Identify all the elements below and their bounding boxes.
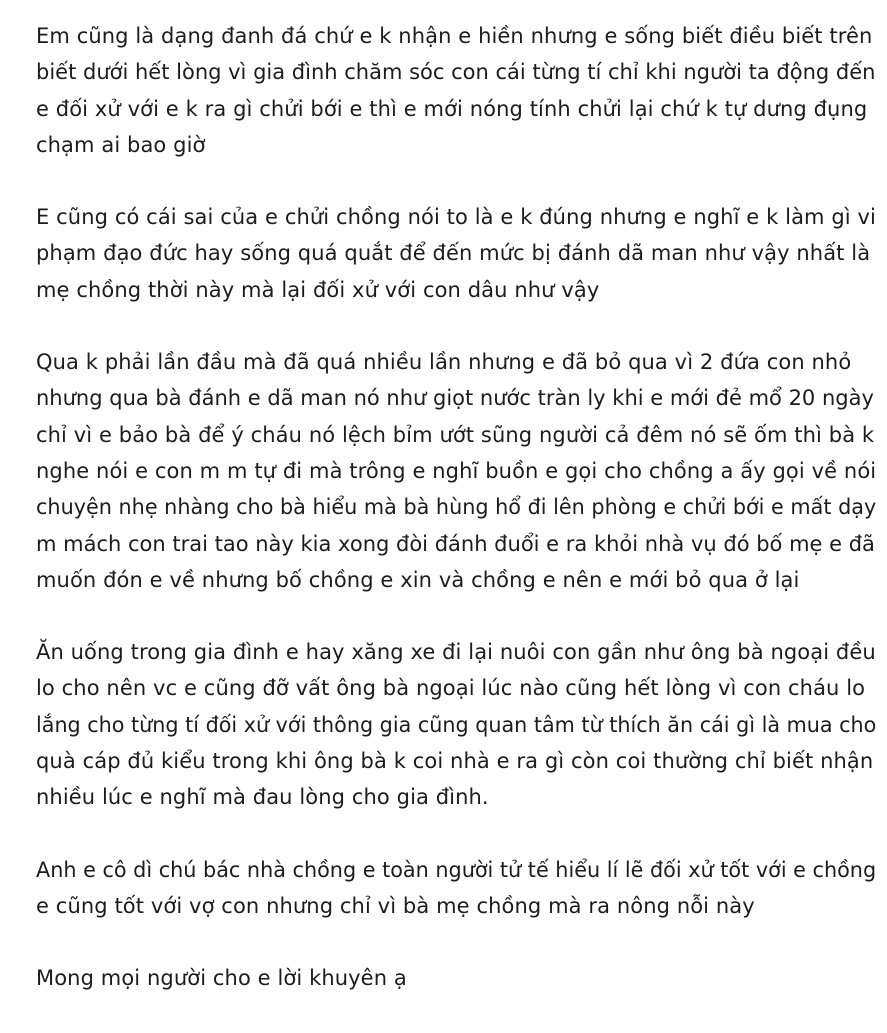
paragraph-5 (36, 852, 876, 925)
paragraph-2 (36, 199, 876, 308)
text-line: m mách con trai tao này kia xong đòi đánh đuổi e ra khỏi nhà vụ đó bố mẹ e đã (36, 531, 875, 556)
text-line: nhưng qua bà đánh e dã man nó như giọt nước tràn ly khi e mới đẻ mổ 20 ngày (36, 386, 874, 411)
text-line: Qua k phải lần đầu mà đã quá nhiều lần nhưng e đã bỏ qua vì 2 đứa con nhỏ (36, 350, 852, 375)
text-line: nhiều lúc e nghĩ mà đau lòng cho gia đình. (36, 785, 489, 810)
paragraph-1 (36, 18, 876, 163)
text-line: e cũng tốt với vợ con nhưng chỉ vì bà mẹ chồng mà ra nông nỗi này (36, 893, 755, 918)
text-line: e đối xử với e k ra gì chửi bới e thì e mới nóng tính chửi lại chứ k tự dưng đụng (36, 96, 868, 121)
text-line: Mong mọi người cho e lời khuyên ạ (36, 966, 407, 991)
text-line: chỉ vì e bảo bà để ý cháu nó lệch bỉm ướt sũng người cả đêm nó sẽ ốm thì bà k (36, 422, 875, 447)
text-line: E cũng có cái sai của e chửi chồng nói to là e k đúng nhưng e nghĩ e k làm gì vi (36, 205, 876, 230)
text-line: Anh e cô dì chú bác nhà chồng e toàn người tử tế hiểu lí lẽ đối xử tốt với e chồng (36, 857, 877, 882)
text-line: Ăn uống trong gia đình e hay xăng xe đi lại nuôi con gần như ông bà ngoại đều (36, 640, 876, 665)
text-line: quà cáp đủ kiểu trong khi ông bà k coi nhà e ra gì còn coi thường chỉ biết nhận (36, 749, 874, 774)
text-line: chạm ai bao giờ (36, 132, 206, 157)
paragraph-4 (36, 634, 876, 815)
text-line: muốn đón e về nhưng bố chồng e xin và chồng e nên e mới bỏ qua ở lại (36, 567, 800, 592)
text-line: chuyện nhẹ nhàng cho bà hiểu mà bà hùng hổ đi lên phòng e chửi bới e mất dạy (36, 495, 877, 520)
text-line: nghe nói e con m m tự đi mà trông e nghĩ buồn e gọi cho chồng a ấy gọi về nói (36, 458, 877, 483)
text-line: biết dưới hết lòng vì gia đình chăm sóc con cái từng tí chỉ khi người ta động đến (36, 60, 876, 85)
text-line: mẹ chồng thời này mà lại đối xử với con dâu như vậy (36, 277, 600, 302)
text-line: lắng cho từng tí đối xử với thông gia cũng quan tâm từ thích ăn cái gì là mua cho (36, 712, 877, 737)
paragraph-3 (36, 344, 876, 598)
post-body (36, 18, 876, 1033)
text-line: phạm đạo đức hay sống quá quắt để đến mức bị đánh dã man như vậy nhất là (36, 241, 871, 266)
text-line: lo cho nên vc e cũng đỡ vất ông bà ngoại lúc nào cũng hết lòng vì con cháu lo (36, 676, 866, 701)
paragraph-6 (36, 960, 876, 996)
text-line: Em cũng là dạng đanh đá chứ e k nhận e hiền nhưng e sống biết điều biết trên (36, 24, 873, 48)
